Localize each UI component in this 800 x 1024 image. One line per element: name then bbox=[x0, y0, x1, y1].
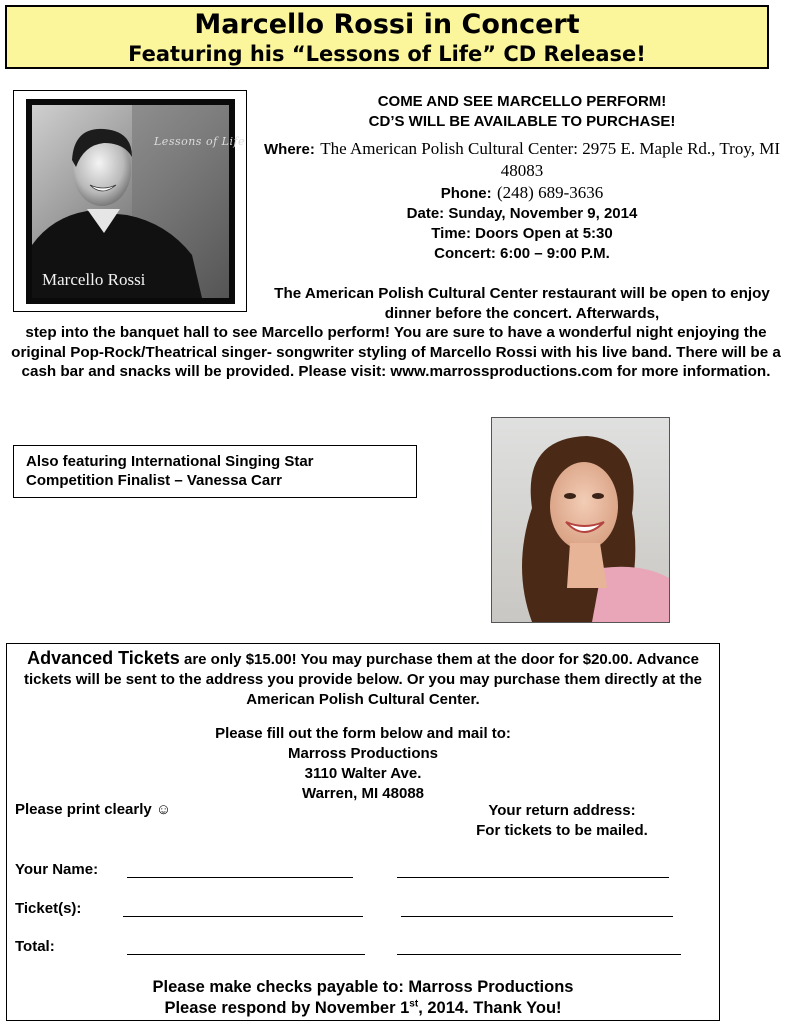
featuring-line1: Also featuring International Singing Star bbox=[26, 453, 314, 470]
featuring-line2: Competition Finalist – Vanessa Carr bbox=[26, 472, 282, 489]
vanessa-photo bbox=[491, 417, 670, 623]
venue-where bbox=[262, 138, 782, 182]
checks-payable: Please make checks payable to: Marross Productions bbox=[152, 978, 574, 996]
cd-cover-art bbox=[32, 105, 246, 298]
event-info bbox=[262, 92, 782, 264]
your-name-field[interactable] bbox=[127, 877, 353, 878]
return-address-note bbox=[427, 801, 697, 841]
phone-value: (248) 689-3636 bbox=[497, 183, 604, 202]
page-subtitle: Featuring his “Lessons of Life” CD Release! bbox=[128, 42, 646, 66]
total-field[interactable] bbox=[127, 954, 365, 955]
cd-artist-lettering: Marcello Rossi bbox=[42, 270, 146, 289]
mail-company: Marross Productions bbox=[287, 745, 439, 762]
page-title: Marcello Rossi in Concert bbox=[194, 9, 580, 40]
venue-phone bbox=[262, 182, 782, 204]
print-clearly-note: Please print clearly ☺ bbox=[15, 801, 172, 818]
respond-by-text: Please respond by November 1 bbox=[164, 999, 410, 1017]
description-part2: step into the banquet hall to see Marcello perform! You are sure to have a wonderful night enjoying the original Pop-Rock/Theatrical singer- songwriter styling of Marcello Rossi with his live band. There will be a cash bar and snacks will be provided. Please visit: www.marrossproductions.com for more information. bbox=[11, 324, 781, 380]
mail-instruction: Please fill out the form below and mail to: bbox=[215, 725, 511, 742]
where-label: Where: bbox=[264, 141, 315, 158]
total-label: Total: bbox=[15, 938, 55, 955]
headline-perform: COME AND SEE MARCELLO PERFORM! bbox=[377, 93, 667, 110]
event-description bbox=[8, 284, 784, 382]
description-part1: The American Polish Cultural Center restaurant will be open to enjoy dinner before the concert. Afterwards, bbox=[274, 285, 770, 322]
tickets-label: Ticket(s): bbox=[15, 900, 82, 917]
respond-by-ordinal: st bbox=[409, 998, 419, 1010]
event-time: Time: Doors Open at 5:30 bbox=[431, 225, 613, 242]
ticket-lead: Advanced Tickets bbox=[27, 648, 180, 668]
featuring-box bbox=[13, 445, 417, 498]
mail-city: Warren, MI 48088 bbox=[302, 785, 424, 802]
event-concert-time: Concert: 6:00 – 9:00 P.M. bbox=[434, 245, 610, 262]
where-value: The American Polish Cultural Center: 2975 E. Maple Rd., Troy, MI 48083 bbox=[320, 139, 780, 180]
mailing-address bbox=[7, 724, 719, 804]
respond-by-closing: , 2014. Thank You! bbox=[418, 999, 562, 1017]
ticket-order-form bbox=[6, 643, 720, 1021]
payment-instructions bbox=[7, 977, 719, 1019]
address-field-3[interactable] bbox=[397, 954, 681, 955]
address-field-1[interactable] bbox=[397, 877, 669, 878]
ticket-intro bbox=[7, 648, 719, 710]
header-banner bbox=[5, 5, 769, 69]
your-name-label: Your Name: bbox=[15, 861, 99, 878]
address-field-2[interactable] bbox=[401, 916, 673, 917]
tickets-field[interactable] bbox=[123, 916, 363, 917]
ticket-intro-text: are only $15.00! You may purchase them at the door for $20.00. Advance tickets will be sent to the address you provide below. Or you may purchase them directly at the American Polish Cultural Center. bbox=[24, 651, 702, 708]
respond-by bbox=[7, 998, 719, 1019]
cd-album-lettering: Lessons of Life bbox=[154, 135, 246, 148]
headline-cds: CD’S WILL BE AVAILABLE TO PURCHASE! bbox=[368, 113, 676, 130]
vanessa-portrait bbox=[492, 418, 669, 622]
return-address-line2: For tickets to be mailed. bbox=[476, 822, 648, 839]
event-date: Date: Sunday, November 9, 2014 bbox=[406, 205, 638, 222]
cd-cover-image bbox=[26, 99, 246, 304]
mail-street: 3110 Walter Ave. bbox=[304, 765, 422, 782]
headline bbox=[262, 92, 782, 132]
phone-label: Phone: bbox=[440, 185, 492, 202]
return-address-line1: Your return address: bbox=[488, 802, 636, 819]
